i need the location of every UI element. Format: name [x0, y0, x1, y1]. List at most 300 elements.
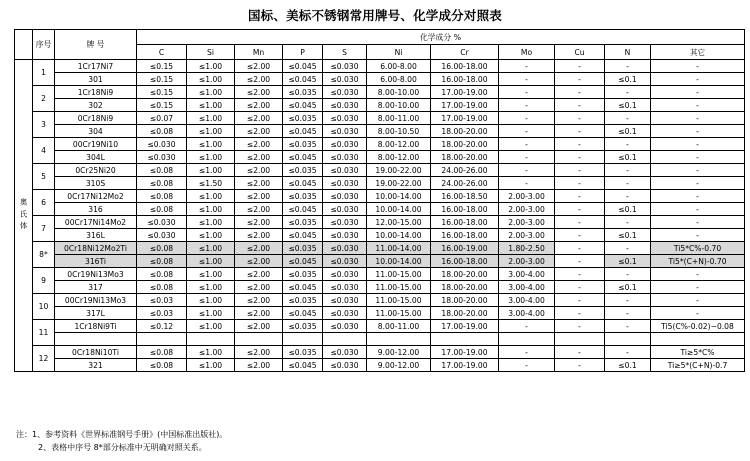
grade-cell: 0Cr18Ni12Mo2Ti — [55, 242, 137, 255]
value-cell: 18.00-20.00 — [431, 294, 499, 307]
value-cell: 3.00-4.00 — [499, 268, 555, 281]
value-cell: - — [555, 307, 605, 320]
value-cell: ≤0.08 — [137, 242, 187, 255]
value-cell: - — [651, 151, 745, 164]
value-cell: 24.00-26.00 — [431, 177, 499, 190]
value-cell: 18.00-20.00 — [431, 281, 499, 294]
value-cell: - — [555, 73, 605, 86]
value-cell: ≤0.030 — [137, 216, 187, 229]
value-cell: ≤0.035 — [283, 138, 323, 151]
grade-cell: 304L — [55, 151, 137, 164]
value-cell: 12.00-15.00 — [367, 216, 431, 229]
value-cell: - — [499, 151, 555, 164]
value-cell: ≤0.030 — [323, 203, 367, 216]
value-cell: - — [605, 177, 651, 190]
grade-cell: 316L — [55, 229, 137, 242]
value-cell: - — [605, 294, 651, 307]
value-cell: - — [499, 99, 555, 112]
value-cell: ≤0.035 — [283, 346, 323, 359]
value-cell: ≤0.030 — [323, 359, 367, 372]
value-cell: - — [605, 60, 651, 73]
value-cell: ≤0.08 — [137, 255, 187, 268]
value-cell: - — [555, 255, 605, 268]
value-cell: - — [605, 346, 651, 359]
value-cell: ≤0.08 — [137, 125, 187, 138]
value-cell: - — [499, 346, 555, 359]
grade-cell: 1Cr17Ni7 — [55, 60, 137, 73]
value-cell: ≤0.030 — [323, 125, 367, 138]
value-cell: ≤1.00 — [187, 346, 235, 359]
value-cell: - — [605, 268, 651, 281]
value-cell: ≤0.045 — [283, 151, 323, 164]
group-col-header — [15, 30, 33, 60]
table-row — [15, 99, 745, 112]
value-cell: 17.00-19.00 — [431, 320, 499, 333]
value-cell: ≤2.00 — [235, 216, 283, 229]
value-cell: ≤0.08 — [137, 268, 187, 281]
element-header: Cr — [431, 45, 499, 60]
seq-header: 序号 — [33, 30, 55, 60]
value-cell: 2.00-3.00 — [499, 203, 555, 216]
value-cell: - — [651, 73, 745, 86]
value-cell: - — [499, 359, 555, 372]
value-cell: ≤0.030 — [137, 138, 187, 151]
value-cell — [235, 333, 283, 346]
value-cell: ≤0.15 — [137, 60, 187, 73]
value-cell: ≤2.00 — [235, 294, 283, 307]
value-cell: ≤0.1 — [605, 255, 651, 268]
value-cell: ≤0.030 — [323, 281, 367, 294]
value-cell: ≤1.00 — [187, 112, 235, 125]
value-cell: ≤1.00 — [187, 138, 235, 151]
value-cell: ≤0.035 — [283, 164, 323, 177]
value-cell: ≤0.030 — [323, 346, 367, 359]
value-cell: 16.00-18.00 — [431, 229, 499, 242]
element-header: Mn — [235, 45, 283, 60]
value-cell: ≤0.045 — [283, 99, 323, 112]
value-cell: ≤0.030 — [323, 151, 367, 164]
grade-header: 牌 号 — [55, 30, 137, 60]
value-cell: - — [605, 138, 651, 151]
value-cell: - — [651, 281, 745, 294]
value-cell: ≤0.030 — [323, 255, 367, 268]
value-cell: 10.00-14.00 — [367, 229, 431, 242]
seq-cell: 9 — [33, 268, 55, 294]
value-cell: - — [555, 99, 605, 112]
value-cell: ≤0.08 — [137, 281, 187, 294]
value-cell: ≤2.00 — [235, 229, 283, 242]
value-cell: ≤1.00 — [187, 268, 235, 281]
value-cell: - — [555, 281, 605, 294]
grade-cell: 0Cr25Ni20 — [55, 164, 137, 177]
value-cell: - — [555, 229, 605, 242]
value-cell: - — [651, 307, 745, 320]
grade-cell — [55, 333, 137, 346]
table-row — [15, 359, 745, 372]
element-header: P — [283, 45, 323, 60]
value-cell: 11.00-14.00 — [367, 242, 431, 255]
value-cell: ≤0.030 — [323, 190, 367, 203]
seq-cell: 6 — [33, 190, 55, 216]
grade-cell: 317L — [55, 307, 137, 320]
group-label: 奥氏体 — [15, 60, 33, 372]
value-cell: ≤1.50 — [187, 177, 235, 190]
value-cell: ≤0.030 — [323, 73, 367, 86]
value-cell: 8.00-10.50 — [367, 125, 431, 138]
value-cell: - — [555, 359, 605, 372]
value-cell: ≤0.15 — [137, 73, 187, 86]
value-cell: 9.00-12.00 — [367, 346, 431, 359]
value-cell: - — [605, 164, 651, 177]
value-cell: 8.00-11.00 — [367, 320, 431, 333]
grade-cell: 0Cr18Ni9 — [55, 112, 137, 125]
value-cell: 6.00-8.00 — [367, 73, 431, 86]
value-cell: 11.00-15.00 — [367, 294, 431, 307]
value-cell — [187, 333, 235, 346]
element-header: Cu — [555, 45, 605, 60]
value-cell: ≤1.00 — [187, 99, 235, 112]
value-cell: 10.00-14.00 — [367, 255, 431, 268]
value-cell: 10.00-14.00 — [367, 190, 431, 203]
value-cell: - — [605, 320, 651, 333]
value-cell: - — [499, 86, 555, 99]
value-cell: ≤0.045 — [283, 73, 323, 86]
value-cell: Ti≥5*C% — [651, 346, 745, 359]
value-cell: 16.00-18.00 — [431, 216, 499, 229]
value-cell: ≤0.035 — [283, 320, 323, 333]
value-cell: - — [499, 73, 555, 86]
value-cell: ≤1.00 — [187, 164, 235, 177]
value-cell: ≤0.08 — [137, 164, 187, 177]
value-cell: ≤2.00 — [235, 138, 283, 151]
value-cell: Ti5(C%-0.02)~0.08 — [651, 320, 745, 333]
value-cell: - — [651, 203, 745, 216]
value-cell: 16.00-18.00 — [431, 203, 499, 216]
value-cell: 8.00-10.00 — [367, 99, 431, 112]
table-row — [15, 60, 745, 73]
value-cell: 8.00-12.00 — [367, 151, 431, 164]
table-row — [15, 346, 745, 359]
value-cell: 18.00-20.00 — [431, 268, 499, 281]
value-cell: - — [499, 320, 555, 333]
value-cell: ≤0.045 — [283, 281, 323, 294]
value-cell: ≤0.045 — [283, 255, 323, 268]
value-cell: 17.00-19.00 — [431, 346, 499, 359]
value-cell: - — [555, 86, 605, 99]
value-cell: ≤0.030 — [323, 229, 367, 242]
value-cell: - — [555, 164, 605, 177]
seq-cell: 2 — [33, 86, 55, 112]
value-cell: - — [555, 125, 605, 138]
value-cell: ≤2.00 — [235, 177, 283, 190]
value-cell: - — [555, 138, 605, 151]
table-row — [15, 73, 745, 86]
value-cell: ≤0.08 — [137, 177, 187, 190]
grade-cell: 0Cr17Ni12Mo2 — [55, 190, 137, 203]
value-cell: 9.00-12.00 — [367, 359, 431, 372]
value-cell: ≤0.08 — [137, 359, 187, 372]
table-row — [15, 216, 745, 229]
value-cell: ≤0.030 — [323, 112, 367, 125]
table-row — [15, 242, 745, 255]
value-cell: ≤0.1 — [605, 125, 651, 138]
grade-cell: 316Ti — [55, 255, 137, 268]
grade-cell: 00Cr19Ni10 — [55, 138, 137, 151]
value-cell: 11.00-15.00 — [367, 281, 431, 294]
value-cell: 17.00-19.00 — [431, 86, 499, 99]
value-cell: - — [555, 190, 605, 203]
note-1: 注：1、参考资料《世界标准钢号手册》(中国标准出版社)。 — [16, 430, 228, 439]
value-cell: ≤2.00 — [235, 125, 283, 138]
page-title: 国标、美标不锈钢常用牌号、化学成分对照表 — [247, 8, 502, 23]
value-cell: ≤0.035 — [283, 112, 323, 125]
table-row — [15, 229, 745, 242]
value-cell: 16.00-18.00 — [431, 255, 499, 268]
table-row — [15, 281, 745, 294]
value-cell: - — [555, 242, 605, 255]
value-cell — [137, 333, 187, 346]
table-row — [15, 151, 745, 164]
seq-cell: 7 — [33, 216, 55, 242]
value-cell: 16.00-18.00 — [431, 73, 499, 86]
value-cell: 18.00-20.00 — [431, 151, 499, 164]
value-cell: ≤1.00 — [187, 86, 235, 99]
value-cell: ≤2.00 — [235, 242, 283, 255]
table-body — [15, 30, 745, 372]
value-cell: ≤0.035 — [283, 268, 323, 281]
header-row-1 — [15, 30, 745, 45]
value-cell — [499, 333, 555, 346]
value-cell: Ti5*(C+N)-0.70 — [651, 255, 745, 268]
value-cell: - — [555, 346, 605, 359]
grade-cell: 00Cr17Ni14Mo2 — [55, 216, 137, 229]
value-cell: ≤1.00 — [187, 216, 235, 229]
value-cell: 11.00-15.00 — [367, 307, 431, 320]
value-cell: 16.00-19.00 — [431, 242, 499, 255]
seq-cell: 4 — [33, 138, 55, 164]
element-header: C — [137, 45, 187, 60]
grade-cell: 1Cr18Ni9Ti — [55, 320, 137, 333]
value-cell: ≤2.00 — [235, 346, 283, 359]
value-cell: 6.00-8.00 — [367, 60, 431, 73]
value-cell: ≤0.07 — [137, 112, 187, 125]
value-cell: ≤0.045 — [283, 203, 323, 216]
value-cell: 24.00-26.00 — [431, 164, 499, 177]
value-cell: ≤1.00 — [187, 242, 235, 255]
element-header: Mo — [499, 45, 555, 60]
value-cell: ≤1.00 — [187, 203, 235, 216]
value-cell: ≤0.1 — [605, 203, 651, 216]
table-row — [15, 294, 745, 307]
value-cell — [555, 333, 605, 346]
value-cell: ≤2.00 — [235, 112, 283, 125]
value-cell: ≤0.045 — [283, 60, 323, 73]
value-cell: - — [555, 294, 605, 307]
value-cell: ≤0.035 — [283, 86, 323, 99]
value-cell: ≤0.1 — [605, 151, 651, 164]
value-cell: ≤0.030 — [323, 216, 367, 229]
value-cell: ≤2.00 — [235, 307, 283, 320]
value-cell: ≤2.00 — [235, 268, 283, 281]
value-cell: ≤0.030 — [323, 177, 367, 190]
value-cell: ≤0.030 — [323, 86, 367, 99]
value-cell: - — [651, 216, 745, 229]
value-cell: 18.00-20.00 — [431, 307, 499, 320]
table-row — [15, 138, 745, 151]
value-cell: ≤0.030 — [323, 164, 367, 177]
value-cell: ≤0.030 — [323, 320, 367, 333]
value-cell: ≤0.03 — [137, 307, 187, 320]
value-cell: ≤0.030 — [323, 99, 367, 112]
value-cell: ≤1.00 — [187, 307, 235, 320]
value-cell — [605, 333, 651, 346]
value-cell: 18.00-20.00 — [431, 125, 499, 138]
value-cell: ≤0.030 — [323, 138, 367, 151]
grade-cell: 310S — [55, 177, 137, 190]
value-cell: 2.00-3.00 — [499, 229, 555, 242]
grade-cell: 316 — [55, 203, 137, 216]
seq-cell: 8* — [33, 242, 55, 268]
grade-cell: 1Cr18Ni9 — [55, 86, 137, 99]
value-cell: - — [555, 216, 605, 229]
value-cell: 8.00-12.00 — [367, 138, 431, 151]
value-cell: - — [651, 177, 745, 190]
value-cell: ≤1.00 — [187, 151, 235, 164]
value-cell: - — [499, 125, 555, 138]
value-cell: ≤0.045 — [283, 229, 323, 242]
value-cell: ≤1.00 — [187, 320, 235, 333]
seq-cell: 5 — [33, 164, 55, 190]
value-cell: ≤2.00 — [235, 190, 283, 203]
value-cell: ≤0.030 — [137, 229, 187, 242]
value-cell: - — [605, 242, 651, 255]
grade-cell: 317 — [55, 281, 137, 294]
value-cell: ≤2.00 — [235, 281, 283, 294]
table-row — [15, 112, 745, 125]
value-cell: - — [651, 268, 745, 281]
grade-cell: 321 — [55, 359, 137, 372]
comparison-table — [14, 29, 745, 372]
value-cell — [651, 333, 745, 346]
value-cell: ≤1.00 — [187, 229, 235, 242]
value-cell: - — [605, 307, 651, 320]
value-cell: 19.00-22.00 — [367, 177, 431, 190]
value-cell: - — [555, 112, 605, 125]
value-cell: ≤2.00 — [235, 99, 283, 112]
grade-cell: 301 — [55, 73, 137, 86]
value-cell: - — [555, 177, 605, 190]
seq-cell: 12 — [33, 346, 55, 372]
table-row — [15, 333, 745, 346]
value-cell: - — [555, 268, 605, 281]
value-cell: ≤2.00 — [235, 73, 283, 86]
value-cell — [431, 333, 499, 346]
value-cell: - — [651, 99, 745, 112]
element-header: S — [323, 45, 367, 60]
value-cell: ≤0.15 — [137, 99, 187, 112]
value-cell: ≤0.045 — [283, 125, 323, 138]
value-cell: 3.00-4.00 — [499, 281, 555, 294]
value-cell: 17.00-19.00 — [431, 99, 499, 112]
value-cell: ≤0.035 — [283, 216, 323, 229]
value-cell — [367, 333, 431, 346]
element-header: Ni — [367, 45, 431, 60]
value-cell: - — [651, 190, 745, 203]
element-header: 其它 — [651, 45, 745, 60]
value-cell: ≤0.045 — [283, 307, 323, 320]
value-cell: - — [499, 112, 555, 125]
value-cell: ≤2.00 — [235, 164, 283, 177]
value-cell — [283, 333, 323, 346]
grade-cell: 0Cr18Ni10Ti — [55, 346, 137, 359]
value-cell: - — [651, 112, 745, 125]
value-cell: - — [605, 86, 651, 99]
grade-cell: 302 — [55, 99, 137, 112]
value-cell: 2.00-3.00 — [499, 216, 555, 229]
value-cell: ≤0.045 — [283, 359, 323, 372]
value-cell: ≤0.035 — [283, 242, 323, 255]
value-cell: 19.00-22.00 — [367, 164, 431, 177]
value-cell: - — [651, 125, 745, 138]
value-cell: - — [499, 177, 555, 190]
value-cell: - — [651, 60, 745, 73]
value-cell: ≤0.08 — [137, 203, 187, 216]
table-row — [15, 177, 745, 190]
grade-cell: 304 — [55, 125, 137, 138]
value-cell: 3.00-4.00 — [499, 307, 555, 320]
value-cell: ≤1.00 — [187, 60, 235, 73]
value-cell: ≤2.00 — [235, 86, 283, 99]
value-cell: 17.00-19.00 — [431, 359, 499, 372]
value-cell: - — [499, 138, 555, 151]
value-cell: ≤0.1 — [605, 99, 651, 112]
notes — [16, 428, 227, 454]
value-cell: - — [651, 294, 745, 307]
value-cell: - — [499, 164, 555, 177]
value-cell: ≤0.030 — [323, 294, 367, 307]
table-row — [15, 125, 745, 138]
value-cell: ≤0.1 — [605, 359, 651, 372]
value-cell: - — [651, 229, 745, 242]
value-cell: Ti5*C%-0.70 — [651, 242, 745, 255]
table-row — [15, 203, 745, 216]
value-cell: ≤0.08 — [137, 346, 187, 359]
value-cell: ≤2.00 — [235, 359, 283, 372]
value-cell: ≤1.00 — [187, 359, 235, 372]
value-cell: 17.00-19.00 — [431, 112, 499, 125]
table-row — [15, 164, 745, 177]
value-cell: - — [651, 138, 745, 151]
value-cell: ≤0.08 — [137, 190, 187, 203]
value-cell: 10.00-14.00 — [367, 203, 431, 216]
value-cell: ≤0.030 — [323, 60, 367, 73]
value-cell: - — [555, 151, 605, 164]
note-2: 2、表格中序号 8*部分标准中无明确对照关系。 — [38, 443, 207, 452]
value-cell: ≤0.030 — [323, 307, 367, 320]
value-cell: ≤0.12 — [137, 320, 187, 333]
table-row — [15, 86, 745, 99]
element-header: N — [605, 45, 651, 60]
value-cell: ≤0.1 — [605, 281, 651, 294]
seq-cell: 3 — [33, 112, 55, 138]
value-cell: 16.00-18.00 — [431, 60, 499, 73]
value-cell: ≤0.03 — [137, 294, 187, 307]
value-cell: - — [651, 164, 745, 177]
seq-cell: 11 — [33, 320, 55, 346]
value-cell: - — [605, 190, 651, 203]
value-cell: ≤0.045 — [283, 177, 323, 190]
table-row — [15, 255, 745, 268]
